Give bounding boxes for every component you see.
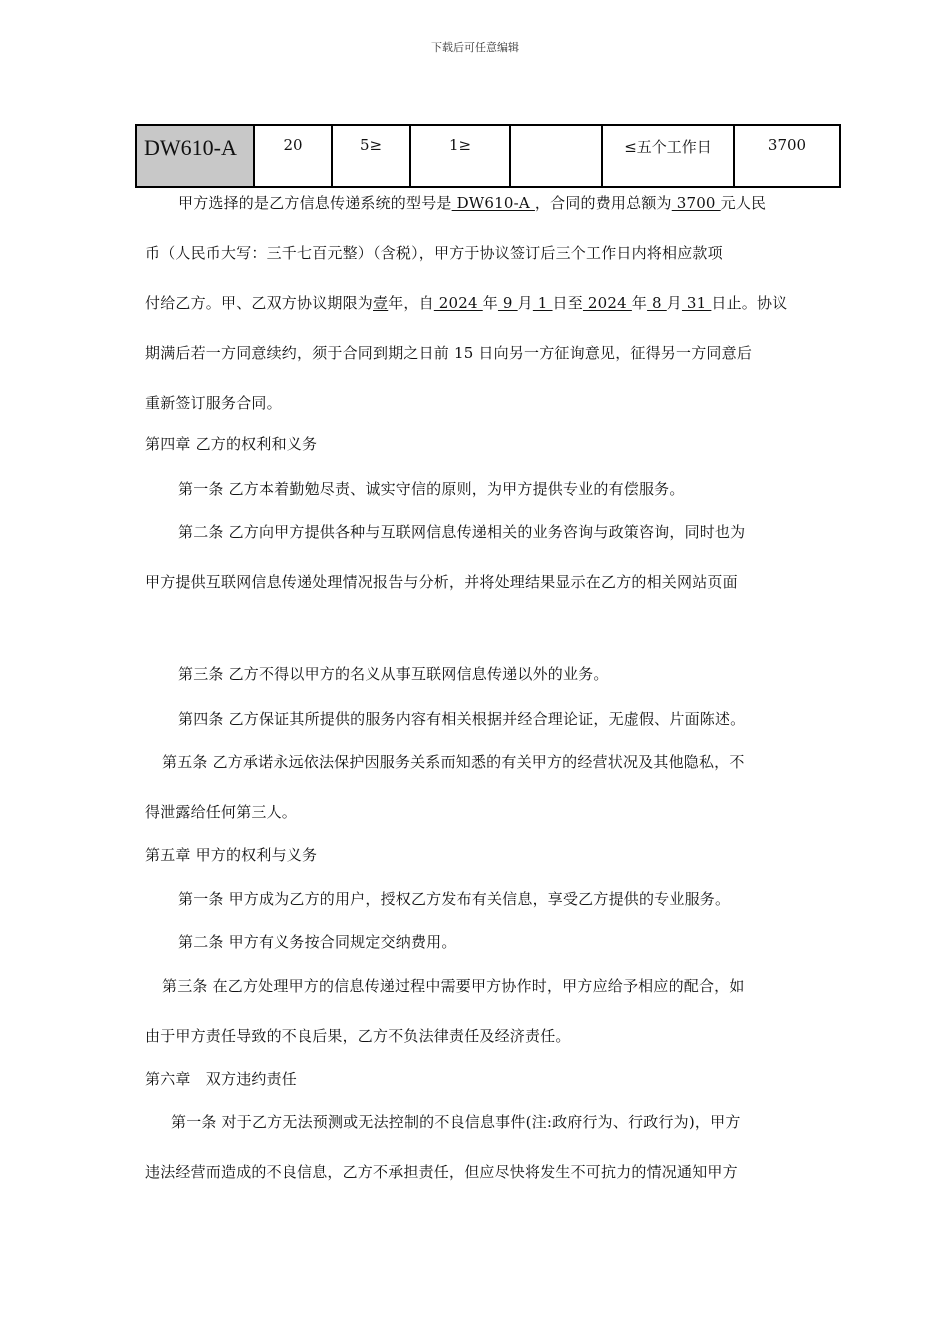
chapter-title: 第五章 甲方的权利与义务 [145,846,318,864]
table-cell [510,125,602,187]
article: 第一条 甲方成为乙方的用户，授权乙方发布有关信息，享受乙方提供的专业服务。 [178,890,731,908]
article: 第一条 乙方本着勤勉尽责、诚实守信的原则，为甲方提供专业的有偿服务。 [178,480,685,498]
article: 第一条 对于乙方无法预测或无法控制的不良信息事件(注:政府行为、行政行为)，甲方 [171,1113,741,1131]
article: 第五条 乙方承诺永远依法保护因服务关系而知悉的有关甲方的经营状况及其他隐私，不 [162,753,745,771]
chapter-title: 第四章 乙方的权利和义务 [145,435,318,453]
table-cell: 1≥ [410,125,510,187]
contract-paragraph-line: 付给乙方。甲、乙双方协议期限为壹年，自 2024 年 9 月 1 日至 2024 年 8 月 31 日止。协议 [145,294,788,312]
article: 违法经营而造成的不良信息，乙方不承担责任，但应尽快将发生不可抗力的情况通知甲方 [145,1163,738,1181]
table-cell: 20 [254,125,332,187]
contract-paragraph-line: 甲方选择的是乙方信息传递系统的型号是 DW610-A ，合同的费用总额为 3700 元人民 [178,194,767,212]
article: 甲方提供互联网信息传递处理情况报告与分析，并将处理结果显示在乙方的相关网站页面 [145,573,738,591]
page-header: 下载后可任意编辑 [431,41,519,54]
spec-table [135,124,841,188]
table-cell-model: DW610-A [136,125,254,187]
article: 第三条 乙方不得以甲方的名义从事互联网信息传递以外的业务。 [178,665,609,683]
article: 第三条 在乙方处理甲方的信息传递过程中需要甲方协作时，甲方应给予相应的配合，如 [162,977,745,995]
article: 得泄露给任何第三人。 [145,803,298,821]
article: 由于甲方责任导致的不良后果，乙方不负法律责任及经济责任。 [145,1027,571,1045]
article: 第四条 乙方保证其所提供的服务内容有相关根据并经合理论证，无虚假、片面陈述。 [178,710,746,728]
contract-paragraph-line: 币（人民币大写：三千七百元整）（含税），甲方于协议签订后三个工作日内将相应款项 [145,244,723,262]
table-cell: ≤五个工作日 [602,125,734,187]
contract-paragraph-line: 期满后若一方同意续约，须于合同到期之日前 15 日向另一方征询意见，征得另一方同意后 [145,344,753,362]
table-cell: 3700 [734,125,840,187]
table-row [136,125,840,187]
contract-paragraph-line: 重新签订服务合同。 [145,394,282,412]
table-cell: 5≥ [332,125,410,187]
article: 第二条 乙方向甲方提供各种与互联网信息传递相关的业务咨询与政策咨询，同时也为 [178,523,746,541]
article: 第二条 甲方有义务按合同规定交纳费用。 [178,933,457,951]
chapter-title: 第六章 双方违约责任 [145,1070,298,1088]
